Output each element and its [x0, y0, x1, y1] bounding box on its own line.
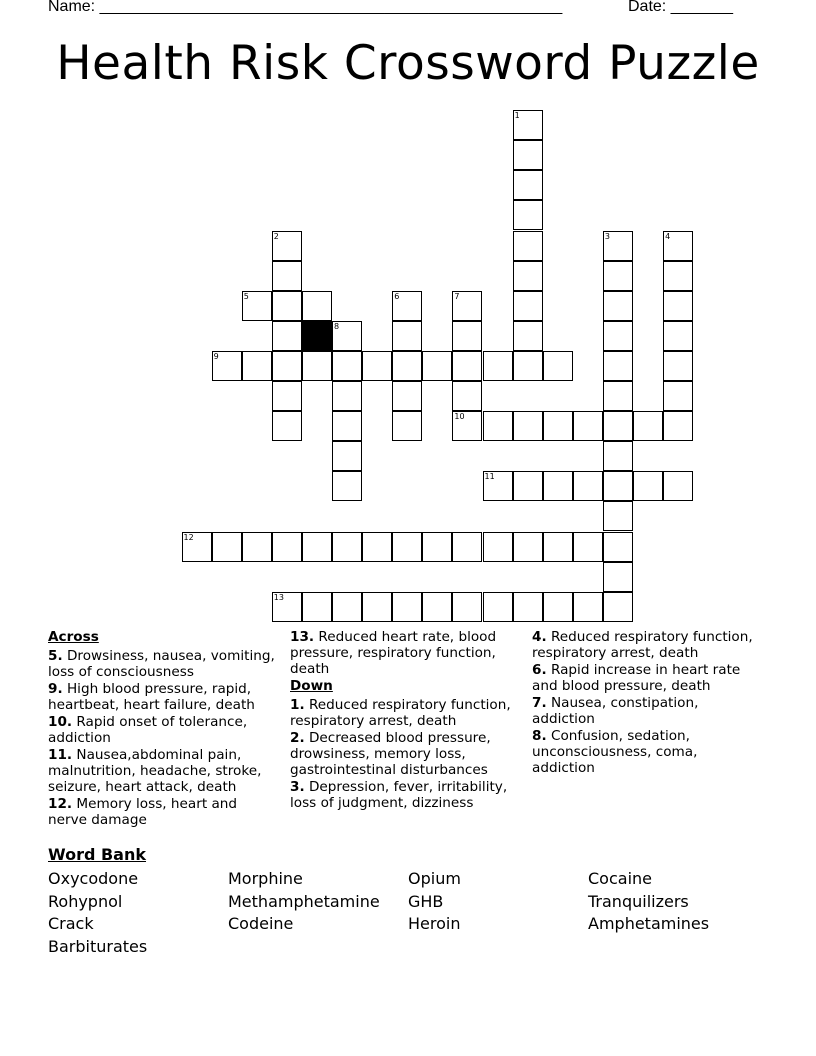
grid-cell[interactable] — [362, 532, 392, 562]
clue-text: Nausea,abdominal pain, malnutrition, headache, stroke, seizure, heart attack, death — [48, 747, 262, 795]
grid-cell[interactable] — [242, 291, 272, 321]
grid-cell[interactable] — [513, 291, 543, 321]
word-bank-item: Crack — [48, 914, 94, 934]
date-field[interactable]: Date: _______ — [628, 0, 733, 15]
across-clue — [48, 796, 278, 828]
clue-text: Memory loss, heart and nerve damage — [48, 796, 238, 828]
grid-cell[interactable] — [513, 532, 543, 562]
grid-cell[interactable] — [513, 321, 543, 351]
across-heading: Across — [48, 629, 99, 645]
down-clue — [532, 662, 762, 694]
grid-cell[interactable] — [513, 140, 543, 170]
grid-cell[interactable] — [543, 592, 573, 622]
grid-cell[interactable] — [392, 351, 422, 381]
down-clue — [290, 697, 520, 729]
clues-column-1 — [48, 629, 278, 829]
grid-cell[interactable] — [513, 170, 543, 200]
clues-column-2 — [290, 629, 520, 812]
clue-number: 9. — [48, 681, 63, 697]
grid-cell[interactable] — [603, 441, 633, 471]
grid-cell[interactable] — [603, 291, 633, 321]
grid-cell[interactable] — [573, 592, 603, 622]
clue-text: Reduced respiratory function, respiratory arrest, death — [532, 629, 753, 661]
word-bank — [48, 845, 768, 958]
grid-cell[interactable] — [392, 381, 422, 411]
clue-number: 3 — [604, 231, 610, 241]
grid-cell[interactable] — [483, 532, 513, 562]
clue-text: Drowsiness, nausea, vomiting, loss of consciousness — [48, 648, 275, 680]
grid-cell[interactable] — [603, 532, 633, 562]
clues-column-3 — [532, 629, 762, 777]
grid-cell[interactable] — [483, 351, 513, 381]
clue-text: Decreased blood pressure, drowsiness, memory loss, gastrointestinal disturbances — [290, 730, 491, 778]
clue-text: Reduced respiratory function, respiratory arrest, death — [290, 697, 511, 729]
grid-cell[interactable] — [422, 592, 452, 622]
clue-number: 2 — [273, 231, 279, 241]
clue-number: 12 — [183, 532, 194, 542]
grid-cell[interactable] — [392, 592, 422, 622]
grid-cell[interactable] — [422, 532, 452, 562]
grid-cell[interactable] — [483, 592, 513, 622]
grid-cell[interactable] — [603, 261, 633, 291]
word-bank-item: Amphetamines — [588, 914, 710, 934]
grid-cell[interactable] — [663, 351, 693, 381]
grid-cell[interactable] — [302, 351, 332, 381]
grid-cell[interactable] — [212, 351, 242, 381]
grid-cell[interactable] — [633, 411, 663, 441]
clue-number: 1. — [290, 697, 305, 713]
clue-text: High blood pressure, rapid, heartbeat, heart failure, death — [48, 681, 255, 713]
down-clue — [290, 779, 520, 811]
clue-number: 11 — [484, 472, 495, 482]
grid-cell[interactable] — [513, 411, 543, 441]
grid-cell[interactable] — [302, 532, 332, 562]
grid-cell[interactable] — [332, 592, 362, 622]
grid-cell[interactable] — [483, 471, 513, 501]
across-clue — [48, 747, 278, 795]
grid-block — [302, 321, 332, 351]
grid-cell[interactable] — [272, 411, 302, 441]
grid-cell[interactable] — [513, 592, 543, 622]
clue-number: 5. — [48, 648, 63, 664]
grid-cell[interactable] — [272, 321, 302, 351]
grid-cell[interactable] — [392, 532, 422, 562]
grid-cell[interactable] — [663, 471, 693, 501]
clue-text: Nausea, constipation, addiction — [532, 695, 699, 727]
down-clue — [532, 629, 762, 661]
across-clue — [290, 629, 520, 677]
word-bank-item: Morphine — [228, 869, 303, 888]
clue-number: 8 — [334, 321, 340, 331]
grid-cell[interactable] — [663, 381, 693, 411]
grid-cell[interactable] — [332, 381, 362, 411]
clue-number: 4. — [532, 629, 547, 645]
grid-cell[interactable] — [272, 592, 302, 622]
grid-cell[interactable] — [332, 441, 362, 471]
grid-cell[interactable] — [242, 351, 272, 381]
grid-cell[interactable] — [513, 110, 543, 140]
page-title: Health Risk Crossword Puzzle — [56, 36, 760, 91]
clue-number: 8. — [532, 728, 547, 744]
grid-cell[interactable] — [452, 351, 482, 381]
word-bank-title: Word Bank — [48, 845, 147, 864]
word-bank-item: Opium — [408, 869, 461, 888]
grid-cell[interactable] — [603, 501, 633, 531]
grid-cell[interactable] — [663, 321, 693, 351]
grid-cell[interactable] — [392, 291, 422, 321]
grid-cell[interactable] — [272, 261, 302, 291]
grid-cell[interactable] — [603, 592, 633, 622]
grid-cell[interactable] — [663, 291, 693, 321]
grid-cell[interactable] — [452, 321, 482, 351]
grid-cell[interactable] — [543, 411, 573, 441]
clue-text: Reduced heart rate, blood pressure, respiratory function, death — [290, 629, 497, 677]
grid-cell[interactable] — [513, 351, 543, 381]
grid-cell[interactable] — [362, 351, 392, 381]
word-bank-item: Tranquilizers — [588, 891, 689, 911]
grid-cell[interactable] — [272, 381, 302, 411]
grid-cell[interactable] — [573, 411, 603, 441]
word-bank-item: Oxycodone — [48, 869, 139, 888]
grid-cell[interactable] — [543, 351, 573, 381]
grid-cell[interactable] — [332, 471, 362, 501]
grid-cell[interactable] — [302, 291, 332, 321]
grid-cell[interactable] — [272, 532, 302, 562]
grid-cell[interactable] — [452, 592, 482, 622]
grid-cell[interactable] — [362, 592, 392, 622]
grid-cell[interactable] — [603, 411, 633, 441]
down-clue — [532, 728, 762, 776]
grid-cell[interactable] — [663, 411, 693, 441]
grid-cell[interactable] — [603, 351, 633, 381]
word-bank-item: Heroin — [408, 914, 461, 934]
grid-cell[interactable] — [633, 471, 663, 501]
grid-cell[interactable] — [302, 592, 332, 622]
grid-cell[interactable] — [452, 532, 482, 562]
grid-cell[interactable] — [212, 532, 242, 562]
word-bank-item: Methamphetamine — [228, 891, 380, 911]
grid-cell[interactable] — [483, 411, 513, 441]
grid-cell[interactable] — [332, 411, 362, 441]
grid-cell[interactable] — [513, 471, 543, 501]
clue-text: Confusion, sedation, unconsciousness, coma, addiction — [532, 728, 698, 776]
clue-number: 9 — [213, 351, 219, 361]
clue-number: 1 — [514, 111, 520, 121]
word-bank-item: Barbiturates — [48, 936, 148, 956]
down-clue — [532, 695, 762, 727]
word-bank-item: Codeine — [228, 914, 294, 934]
grid-cell[interactable] — [452, 381, 482, 411]
grid-cell[interactable] — [603, 231, 633, 261]
grid-cell[interactable] — [392, 321, 422, 351]
clue-number: 6. — [532, 662, 547, 678]
grid-cell[interactable] — [422, 351, 452, 381]
down-clue — [290, 730, 520, 778]
grid-cell[interactable] — [513, 261, 543, 291]
grid-cell[interactable] — [332, 321, 362, 351]
clue-number: 10 — [454, 412, 465, 422]
grid-cell[interactable] — [603, 471, 633, 501]
word-bank-item: Cocaine — [588, 869, 652, 888]
grid-cell[interactable] — [182, 532, 212, 562]
grid-cell[interactable] — [332, 351, 362, 381]
grid-cell[interactable] — [573, 471, 603, 501]
clue-text: Rapid onset of tolerance, addiction — [48, 714, 248, 746]
grid-cell[interactable] — [242, 532, 272, 562]
clue-number: 13 — [273, 592, 284, 602]
grid-cell[interactable] — [272, 351, 302, 381]
grid-cell[interactable] — [513, 200, 543, 230]
clue-number: 12. — [48, 796, 73, 812]
grid-cell[interactable] — [272, 231, 302, 261]
clue-number: 11. — [48, 747, 73, 763]
down-heading: Down — [290, 678, 333, 694]
across-clue — [48, 648, 278, 680]
across-clue — [48, 714, 278, 746]
clue-number: 10. — [48, 714, 73, 730]
grid-cell[interactable] — [543, 471, 573, 501]
grid-cell[interactable] — [663, 231, 693, 261]
grid-cell[interactable] — [663, 261, 693, 291]
word-bank-list — [48, 868, 768, 958]
grid-cell[interactable] — [452, 411, 482, 441]
grid-cell[interactable] — [573, 532, 603, 562]
grid-cell[interactable] — [603, 321, 633, 351]
clue-number: 3. — [290, 779, 305, 795]
grid-cell[interactable] — [392, 411, 422, 441]
grid-cell[interactable] — [332, 532, 362, 562]
name-field[interactable]: Name: ____________________________________________________ — [48, 0, 563, 15]
clue-number: 7. — [532, 695, 547, 711]
grid-cell[interactable] — [513, 231, 543, 261]
across-clue — [48, 681, 278, 713]
word-bank-item: GHB — [408, 891, 444, 911]
clue-number: 6 — [394, 291, 400, 301]
clue-text: Rapid increase in heart rate and blood pressure, death — [532, 662, 741, 694]
grid-cell[interactable] — [452, 291, 482, 321]
clue-number: 4 — [665, 231, 671, 241]
clue-number: 2. — [290, 730, 305, 746]
grid-cell[interactable] — [543, 532, 573, 562]
grid-cell[interactable] — [603, 381, 633, 411]
clue-number: 7 — [454, 291, 460, 301]
grid-cell[interactable] — [272, 291, 302, 321]
grid-cell[interactable] — [603, 562, 633, 592]
clue-text: Depression, fever, irritability, loss of judgment, dizziness — [290, 779, 508, 811]
clue-number: 13. — [290, 629, 315, 645]
clue-number: 5 — [243, 291, 249, 301]
word-bank-item: Rohypnol — [48, 891, 123, 911]
